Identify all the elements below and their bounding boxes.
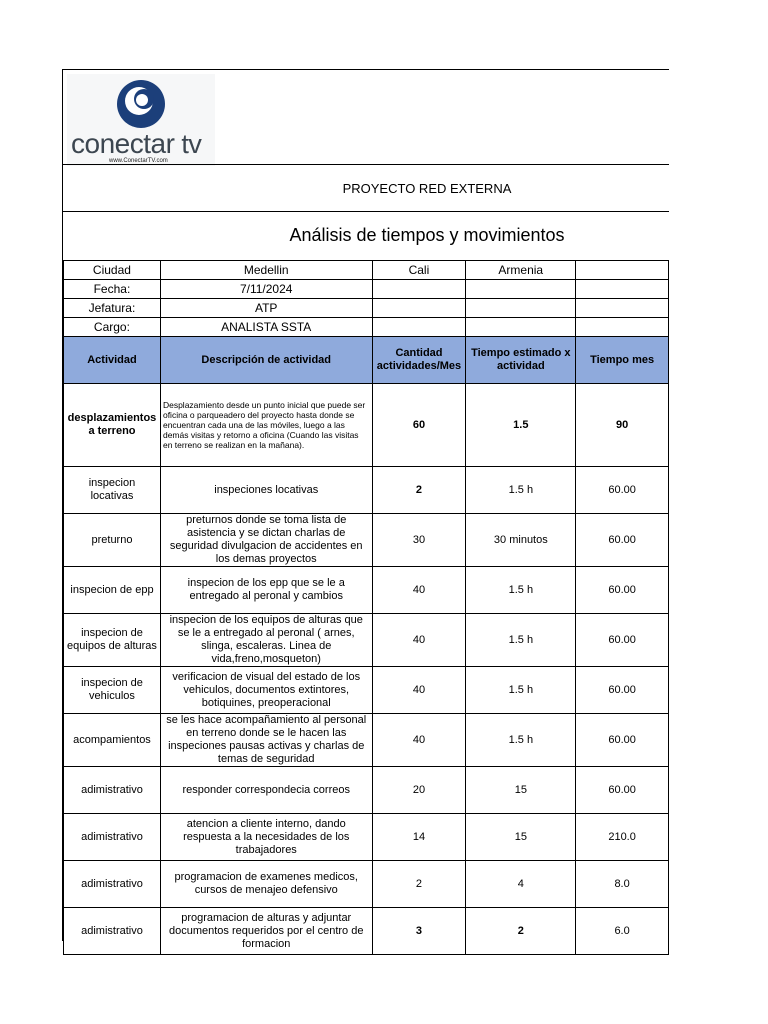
table-row — [64, 714, 669, 767]
cell-actividad: inspecion de equipos de alturas — [64, 614, 161, 667]
table-row — [64, 908, 669, 955]
info-cell: Armenia — [466, 261, 576, 280]
cell-cantidad: 40 — [372, 614, 466, 667]
table-row — [64, 514, 669, 567]
info-cell — [372, 280, 466, 299]
info-cell: Cali — [372, 261, 466, 280]
table-row — [64, 767, 669, 814]
info-cell — [372, 318, 466, 337]
activities-table — [63, 336, 669, 955]
cell-cantidad: 40 — [372, 667, 466, 714]
cell-tiempo-mes: 60.00 — [576, 567, 669, 614]
cell-actividad: adimistrativo — [64, 861, 161, 908]
cell-tiempo-estimado: 2 — [466, 908, 576, 955]
table-row — [64, 861, 669, 908]
cell-descripcion: inspecion de los epp que se le a entregado al peronal y cambios — [160, 567, 372, 614]
info-row — [64, 299, 669, 318]
header-tiempo-mes: Tiempo mes — [576, 337, 669, 384]
header-cantidad: Cantidad actividades/Mes — [372, 337, 466, 384]
info-cell — [576, 299, 669, 318]
cell-tiempo-estimado: 1.5 h — [466, 714, 576, 767]
logo-wordmark: conectar tv — [71, 128, 202, 159]
cell-tiempo-estimado: 1.5 h — [466, 667, 576, 714]
table-row — [64, 814, 669, 861]
info-row — [64, 261, 669, 280]
cell-actividad: adimistrativo — [64, 908, 161, 955]
info-cell — [466, 318, 576, 337]
cell-descripcion: verificacion de visual del estado de los vehiculos, documentos extintores, botiquines, preoperacional — [160, 667, 372, 714]
table-row — [64, 384, 669, 467]
cell-tiempo-estimado: 1.5 h — [466, 567, 576, 614]
cell-actividad: acompamientos — [64, 714, 161, 767]
divider — [63, 164, 669, 165]
cell-descripcion: preturnos donde se toma lista de asistencia y se dictan charlas de seguridad divulgacion de accidentes en los demas proyectos — [160, 514, 372, 567]
cell-descripcion: inspecion de los equipos de alturas que se le a entregado al peronal ( arnes, slinga, escaleras. Linea de vida,freno,mosqueton) — [160, 614, 372, 667]
spreadsheet-page — [62, 69, 669, 950]
info-label: Fecha: — [64, 280, 161, 299]
cell-descripcion: programacion de alturas y adjuntar documentos requeridos por el centro de formacion — [160, 908, 372, 955]
logo-ring-icon — [67, 74, 215, 134]
cell-tiempo-mes: 60.00 — [576, 667, 669, 714]
cell-descripcion: Desplazamiento desde un punto inicial que puede ser oficina o parqueadero del proyecto hasta donde se encuentran cada una de las móviles, luego a las demás visitas y retorno a oficina (Cuando las visitas en terreno se realizan en la mañana). — [160, 384, 372, 467]
cell-tiempo-estimado: 1.5 — [466, 384, 576, 467]
cell-tiempo-mes: 60.00 — [576, 514, 669, 567]
cell-tiempo-mes: 60.00 — [576, 767, 669, 814]
cell-cantidad: 30 — [372, 514, 466, 567]
table-row — [64, 567, 669, 614]
cell-tiempo-estimado: 1.5 h — [466, 614, 576, 667]
cell-tiempo-estimado: 30 minutos — [466, 514, 576, 567]
info-cell: 7/11/2024 — [160, 280, 372, 299]
info-label: Jefatura: — [64, 299, 161, 318]
table-row — [64, 667, 669, 714]
cell-actividad: inspecion locativas — [64, 467, 161, 514]
info-cell: ATP — [160, 299, 372, 318]
header-tiempo-estimado: Tiempo estimado x actividad — [466, 337, 576, 384]
logo-url: www.ConectarTV.com — [109, 158, 168, 164]
project-title: PROYECTO RED EXTERNA — [342, 181, 512, 196]
cell-descripcion: se les hace acompañamiento al personal en terreno donde se le hacen las inspeciones pausas activas y charlas de temas de seguridad — [160, 714, 372, 767]
cell-tiempo-mes: 8.0 — [576, 861, 669, 908]
cell-actividad: adimistrativo — [64, 767, 161, 814]
cell-actividad: preturno — [64, 514, 161, 567]
table-row — [64, 467, 669, 514]
cell-tiempo-mes: 90 — [576, 384, 669, 467]
header-descripcion: Descripción de actividad — [160, 337, 372, 384]
cell-actividad: inspecion de epp — [64, 567, 161, 614]
cell-actividad: adimistrativo — [64, 814, 161, 861]
header-actividad: Actividad — [64, 337, 161, 384]
cell-descripcion: inspeciones locativas — [160, 467, 372, 514]
cell-tiempo-estimado: 15 — [466, 814, 576, 861]
cell-cantidad: 14 — [372, 814, 466, 861]
table-header-row — [64, 337, 669, 384]
info-cell — [466, 280, 576, 299]
analysis-title: Análisis de tiempos y movimientos — [289, 225, 565, 245]
cell-cantidad: 3 — [372, 908, 466, 955]
info-table — [63, 260, 669, 337]
cell-tiempo-mes: 60.00 — [576, 614, 669, 667]
info-cell — [466, 299, 576, 318]
cell-cantidad: 40 — [372, 714, 466, 767]
top-border — [63, 69, 669, 70]
cell-tiempo-estimado: 1.5 h — [466, 467, 576, 514]
cell-descripcion: programacion de examenes medicos, cursos de menajeo defensivo — [160, 861, 372, 908]
cell-tiempo-mes: 210.0 — [576, 814, 669, 861]
info-cell: Medellin — [160, 261, 372, 280]
divider — [63, 211, 669, 212]
cell-descripcion: responder correspondecia correos — [160, 767, 372, 814]
cell-tiempo-estimado: 15 — [466, 767, 576, 814]
cell-cantidad: 2 — [372, 467, 466, 514]
cell-cantidad: 20 — [372, 767, 466, 814]
cell-tiempo-mes: 6.0 — [576, 908, 669, 955]
cell-tiempo-estimado: 4 — [466, 861, 576, 908]
company-logo — [67, 74, 215, 166]
table-row — [64, 614, 669, 667]
info-cell — [576, 261, 669, 280]
cell-actividad: desplazamientos a terreno — [64, 384, 161, 467]
cell-cantidad: 40 — [372, 567, 466, 614]
info-cell — [576, 280, 669, 299]
cell-cantidad: 2 — [372, 861, 466, 908]
info-row — [64, 280, 669, 299]
cell-descripcion: atencion a cliente interno, dando respuesta a la necesidades de los trabajadores — [160, 814, 372, 861]
cell-tiempo-mes: 60.00 — [576, 714, 669, 767]
info-row — [64, 318, 669, 337]
info-cell — [372, 299, 466, 318]
info-label: Ciudad — [64, 261, 161, 280]
cell-tiempo-mes: 60.00 — [576, 467, 669, 514]
info-cell — [576, 318, 669, 337]
info-label: Cargo: — [64, 318, 161, 337]
info-cell: ANALISTA SSTA — [160, 318, 372, 337]
cell-cantidad: 60 — [372, 384, 466, 467]
cell-actividad: inspecion de vehiculos — [64, 667, 161, 714]
